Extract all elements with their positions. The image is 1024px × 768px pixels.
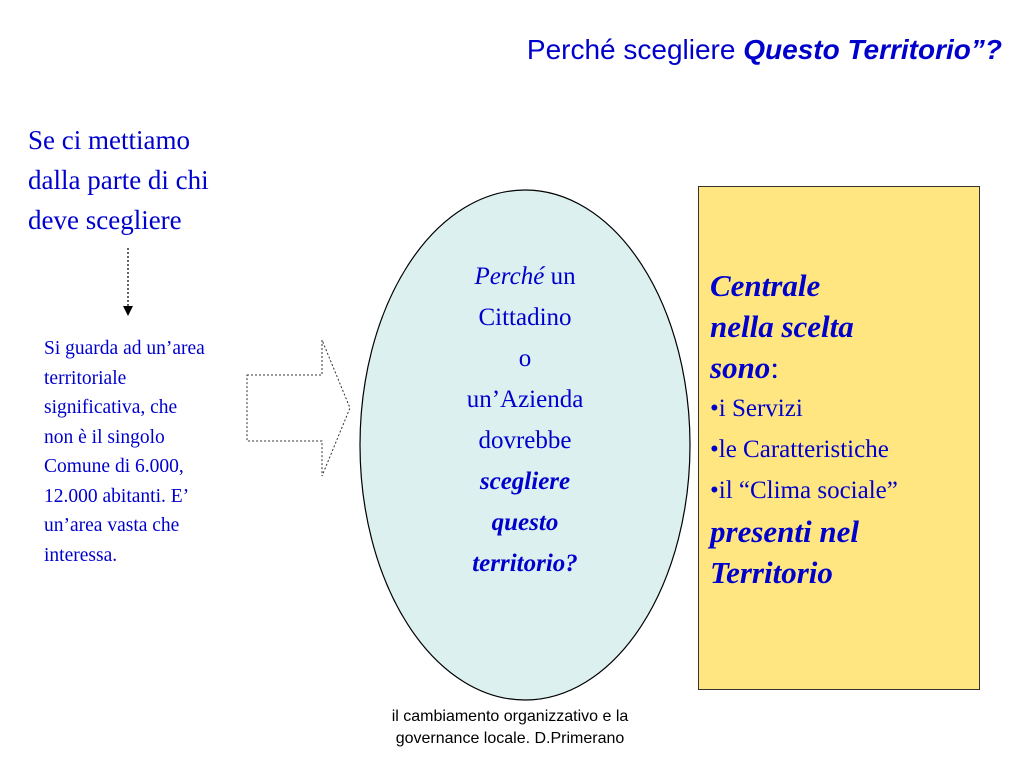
factors-text: [710, 265, 980, 593]
ellipse-line-emphasis: scegliere: [479, 468, 571, 495]
ellipse-line-emphasis: questo: [491, 509, 559, 536]
ellipse-line: un’Azienda: [466, 386, 584, 413]
area-description: [44, 334, 269, 570]
intro-text: [28, 120, 268, 240]
area-description-line: Si guarda ad un’area: [44, 338, 205, 359]
factors-closing-line: presenti nel: [710, 514, 859, 549]
area-description-line: non è il singolo: [44, 426, 165, 448]
factors-heading-line: nella scelta: [710, 309, 854, 344]
factor-item: •il “Clima sociale”: [710, 477, 898, 504]
intro-line: dalla parte di chi: [28, 165, 209, 195]
factor-item: •le Caratteristiche: [710, 436, 889, 463]
factors-heading-line: Centrale: [710, 268, 821, 303]
footer-caption: [342, 706, 678, 750]
ellipse-un: un: [544, 263, 576, 290]
slide-title-emphasis: Questo Territorio”?: [743, 34, 1002, 65]
area-description-line: 12.000 abitanti. E’: [44, 485, 190, 507]
area-description-line: Comune di 6.000,: [44, 456, 184, 477]
slide-title-normal: Perché scegliere: [526, 34, 744, 65]
factors-heading-line: [710, 347, 980, 388]
ellipse-line: dovrebbe: [478, 427, 572, 454]
factors-sono: sono: [710, 350, 771, 385]
ellipse-line: o: [518, 345, 532, 372]
factors-colon: :: [770, 350, 779, 385]
area-description-line: territoriale: [44, 367, 127, 389]
ellipse-perche: Perché: [474, 263, 545, 290]
footer-line: governance locale. D.Primerano: [395, 730, 625, 747]
dotted-down-arrow: [116, 246, 140, 318]
intro-line: Se ci mettiamo: [28, 125, 190, 155]
area-description-line: interessa.: [44, 544, 118, 566]
slide-title: [527, 34, 1002, 66]
factor-item: •i Servizi: [710, 395, 803, 422]
ellipse-line: [410, 256, 640, 297]
ellipse-line-emphasis: territorio?: [472, 550, 578, 577]
factors-closing-line: Territorio: [710, 555, 833, 590]
block-right-arrow: [246, 338, 356, 478]
area-description-line: significativa, che: [44, 397, 178, 418]
ellipse-question: [410, 256, 640, 584]
area-description-line: un’area vasta che: [44, 515, 180, 536]
footer-line: il cambiamento organizzativo e la: [391, 708, 629, 725]
intro-line: deve scegliere: [28, 205, 182, 235]
ellipse-line: Cittadino: [478, 304, 572, 331]
